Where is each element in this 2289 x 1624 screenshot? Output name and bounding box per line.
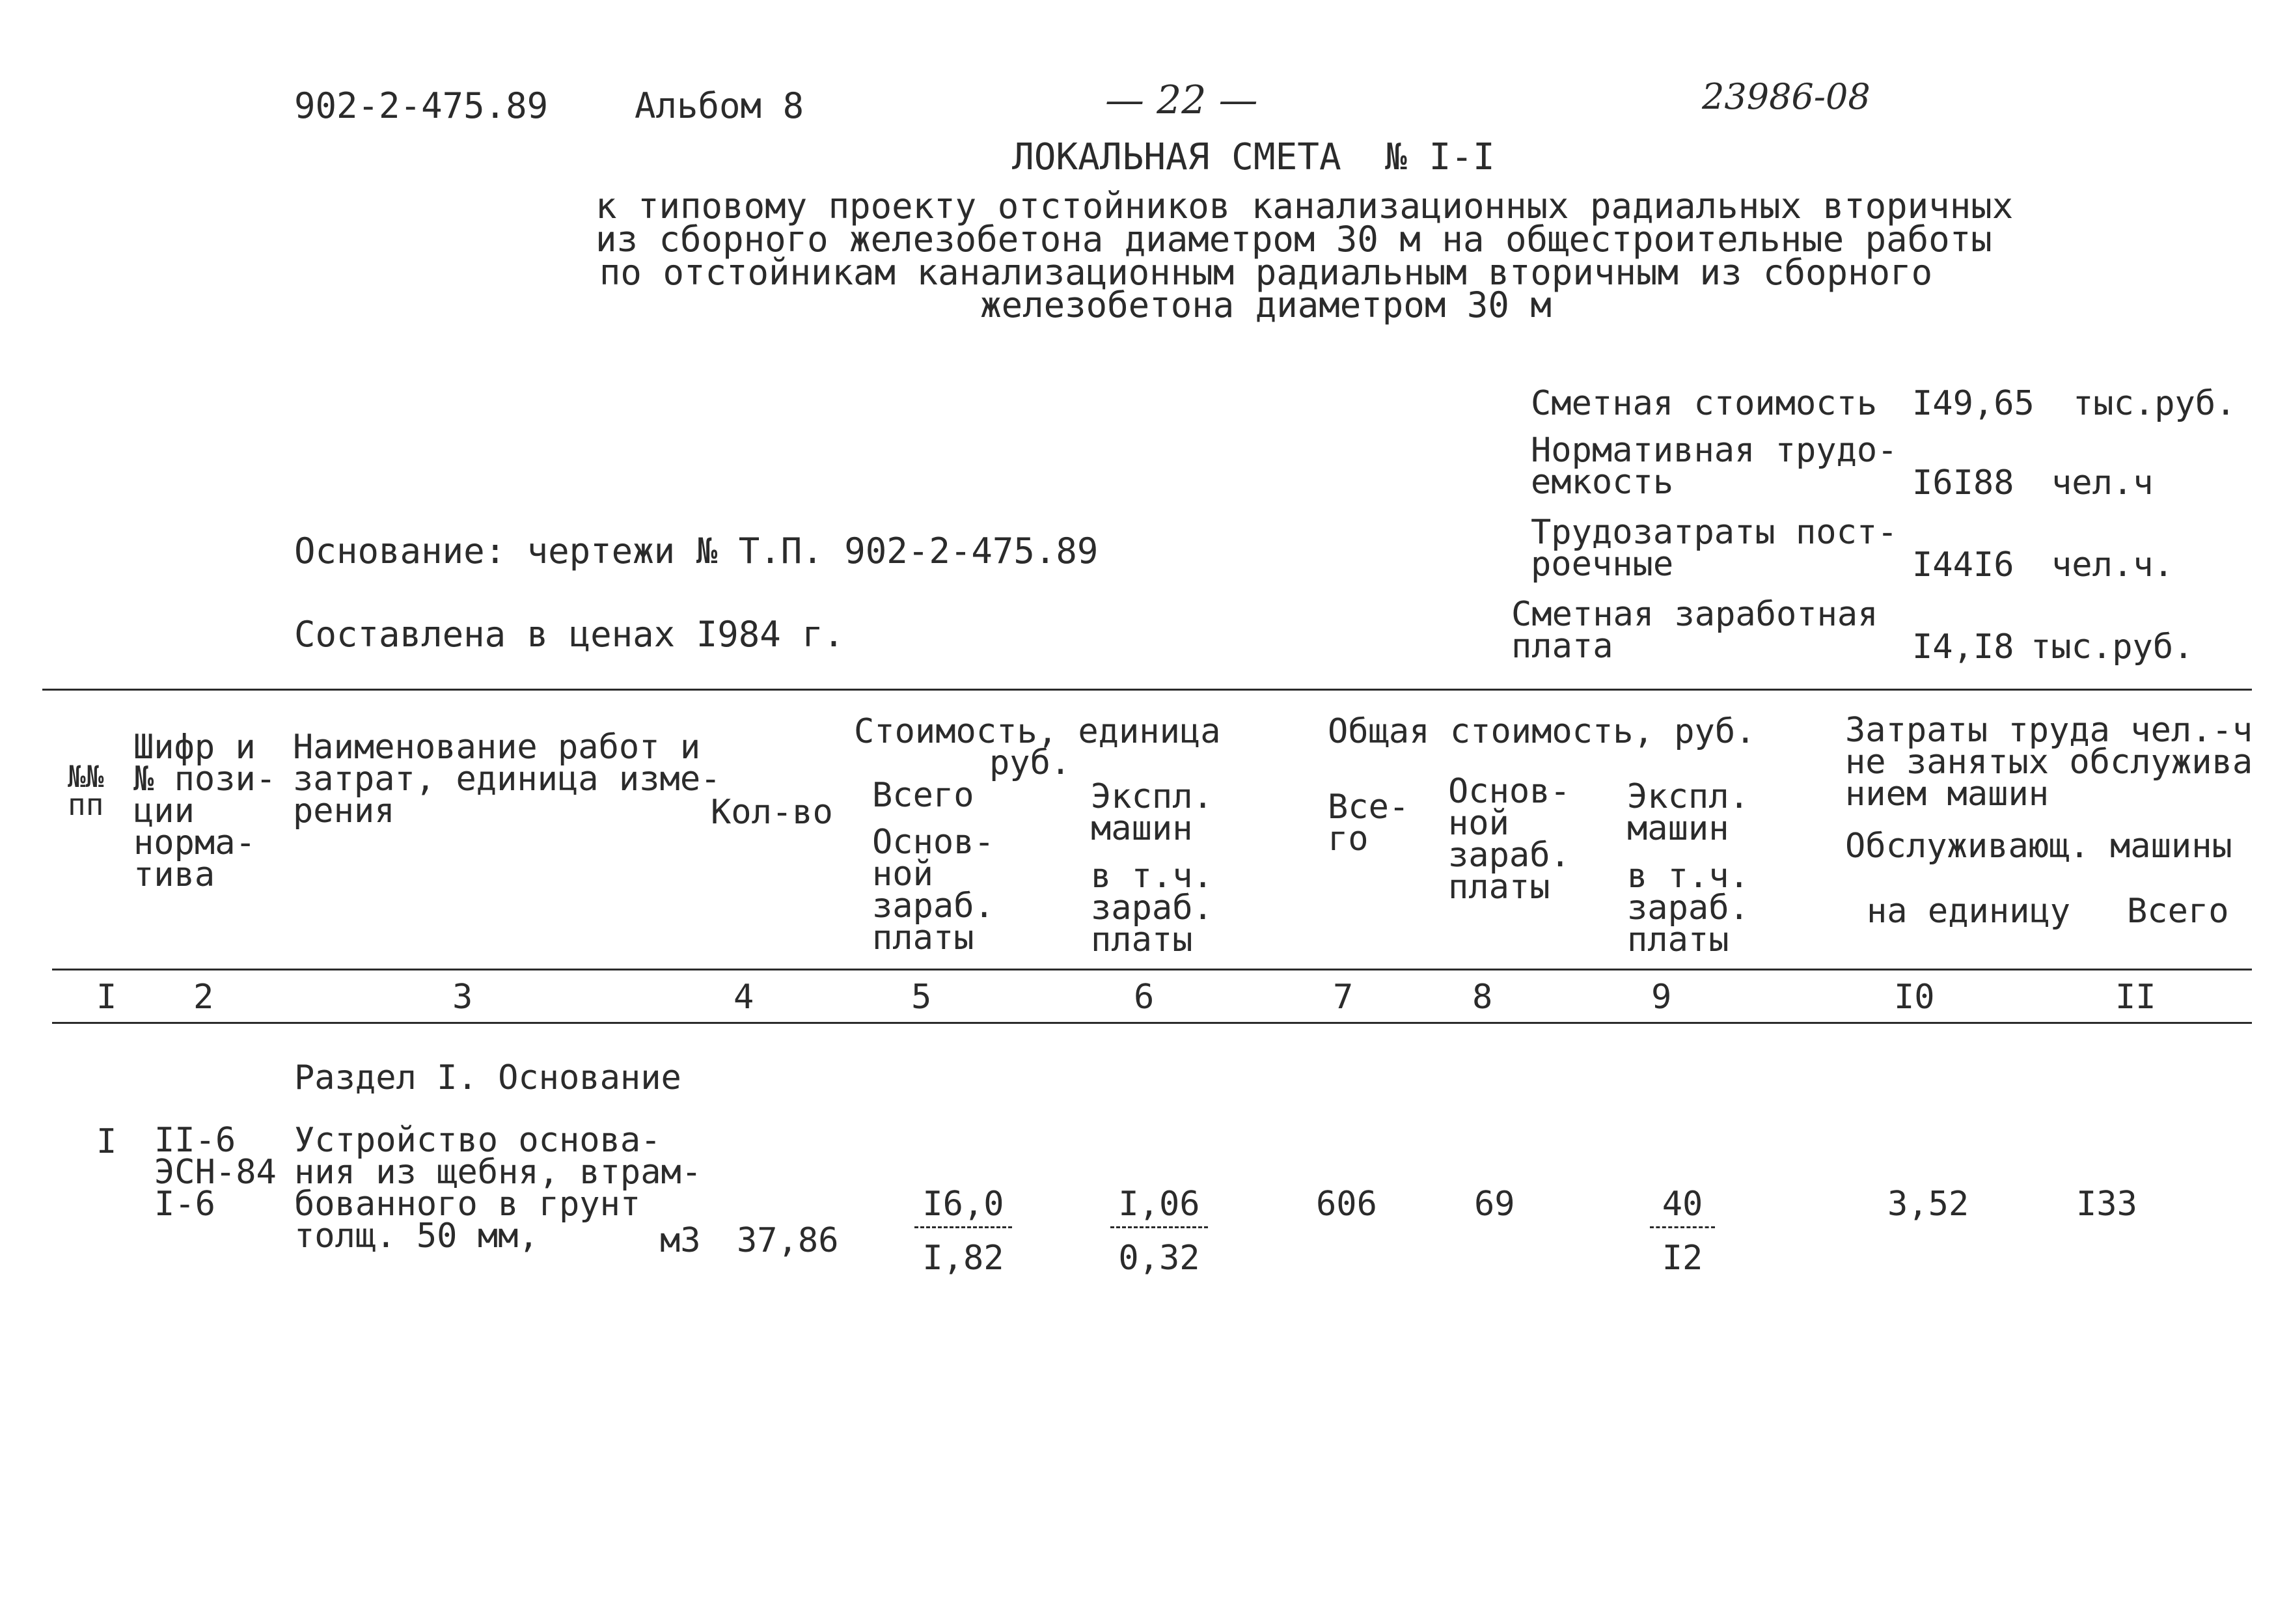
price-level-line: Составлена в ценах I984 г. [294,614,845,655]
col-code-header: Шифр и № пози- ции норма- тива [133,728,277,894]
row-total-wage: 69 [1474,1185,1515,1224]
site-labor-value: I44I6 [1912,545,2014,585]
unit-cost-header: Стоимость, единица [854,712,1221,751]
column-number-8: 8 [1472,978,1493,1017]
document-title: ЛОКАЛЬНАЯ СМЕТА № I-I [1012,136,1495,178]
estimated-cost-label: Сметная стоимость [1531,384,1878,423]
col-number-header: №№ пп [68,759,104,823]
row-work-name: Устройство основа- ния из щебня, втрам- бованного в грунт толщ. 50 мм, [294,1121,702,1256]
wage-fund-label: Сметная заработная плата [1511,595,1878,666]
numbers-bottom-rule [52,1022,2252,1024]
row-total-cost: 606 [1316,1185,1377,1224]
wage-fund-unit: тыс.руб. [2031,627,2194,667]
table-top-rule [42,689,2252,691]
col6-wage-header: в т.ч. зараб. платы [1091,857,1213,959]
header-bottom-rule [52,969,2252,970]
column-number-3: 3 [452,978,473,1017]
column-number-1: I [96,978,117,1017]
page-number: — 22 — [1105,77,1258,123]
row-total-machines-value: 40 [1650,1187,1715,1228]
row-unit-wage-value: I,82 [922,1239,1004,1278]
column-number-4: 4 [733,978,754,1017]
unit-cost-header-currency: руб. [989,743,1071,782]
column-number-5: 5 [911,978,932,1017]
labor-header: Затраты труда чел.-ч не занятых обслужива нием машин [1845,711,2253,814]
wage-fund-value: I4,I8 [1912,627,2014,667]
row-unit-machines-value: I,06 [1110,1187,1208,1228]
row-labor-per-unit: 3,52 [1887,1185,1969,1224]
col9-wage-header: в т.ч. зараб. платы [1627,857,1749,959]
col-quantity-header: Кол-во [711,793,833,832]
row-total-machines [1650,1185,1715,1278]
labor-intensity-value: I6I88 [1912,463,2014,502]
row-total-machines-wage-value: I2 [1662,1239,1703,1278]
column-number-2: 2 [193,978,214,1017]
row-unit-machines-wage-value: 0,32 [1118,1239,1200,1278]
album-label: Альбом 8 [635,85,804,126]
row-code: II-6 ЭСН-84 I-6 [154,1121,277,1224]
estimated-cost-unit: тыс.руб. [2073,384,2236,423]
document-subtitle: к типовому проекту отстойников канализационных радиальных вторичных из сборного железобетона диаметром 30 м на общестроительные работы по отстойникам канализационным радиальным вторичным из сборного железобетона диаметром 30 м [596,186,2014,326]
column-number-10: I0 [1894,978,1935,1017]
document-code: 902-2-475.89 [294,85,549,126]
row-labor-total: I33 [2076,1185,2137,1224]
col9-machines-header: Экспл. машин [1627,777,1749,848]
col7-header: Все- го [1328,788,1410,859]
col5-wage-header: Основ- ной зараб. платы [872,823,994,957]
col6-machines-header: Экспл. машин [1091,777,1213,848]
labor-service-header: Обслуживающ. машины [1845,827,2232,866]
labor-intensity-label: Нормативная трудо- емкость [1531,431,1898,502]
section-title: Раздел I. Основание [294,1058,681,1097]
inventory-number: 23986-08 [1702,76,1871,117]
total-cost-header: Общая стоимость, руб. [1328,712,1756,751]
row-number: I [96,1122,117,1161]
row-quantity: 37,86 [737,1221,839,1260]
col10-header: на единицу [1867,892,2071,931]
site-labor-unit: чел.ч. [2051,545,2174,585]
col11-header: Всего [2127,892,2229,931]
column-number-7: 7 [1333,978,1354,1017]
labor-intensity-unit: чел.ч [2051,463,2154,502]
col8-header: Основ- ной зараб. платы [1448,772,1570,907]
row-unit-machines [1110,1185,1208,1278]
col-name-header: Наименование работ и затрат, единица изме- рения [293,728,721,831]
site-labor-label: Трудозатраты пост- роечные [1531,513,1898,584]
column-number-11: II [2115,978,2156,1017]
estimated-cost-value: I49,65 [1912,384,2035,423]
row-unit-cost-value: I6,0 [914,1187,1012,1228]
row-unit: м3 [660,1221,701,1260]
row-unit-cost-total [914,1185,1012,1278]
col5-total-header: Всего [872,776,974,815]
basis-line: Основание: чертежи № Т.П. 902-2-475.89 [294,530,1099,571]
column-number-6: 6 [1134,978,1155,1017]
column-number-9: 9 [1651,978,1672,1017]
